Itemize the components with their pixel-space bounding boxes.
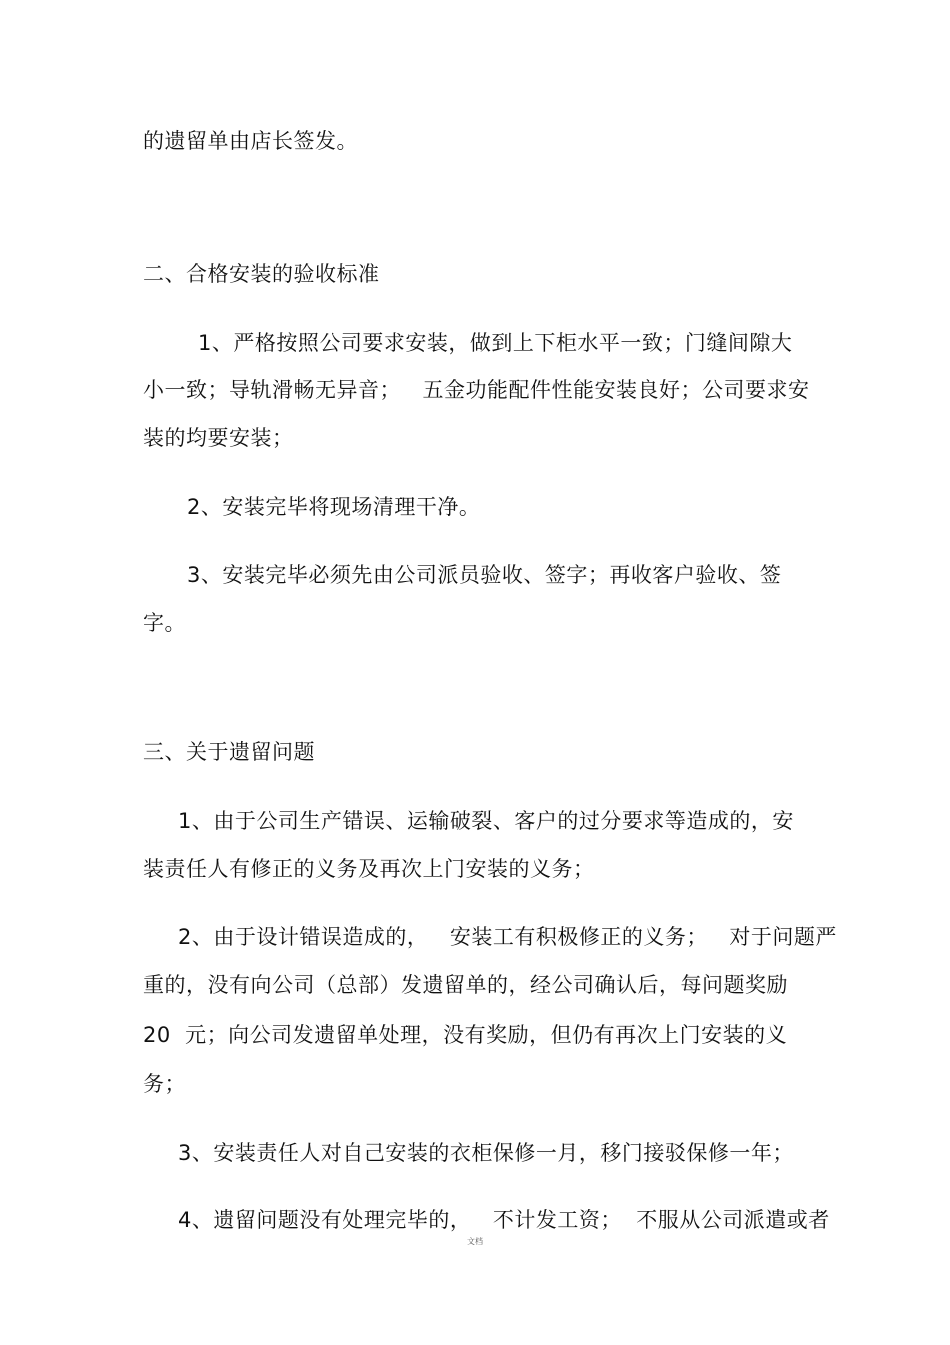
section-heading: 二、合格安装的验收标准 bbox=[143, 262, 380, 286]
paragraph-line: 3、安装责任人对自己安装的衣柜保修一月，移门接驳保修一年； bbox=[178, 1141, 794, 1165]
page-footer: 文档 bbox=[467, 1237, 483, 1246]
section-heading: 三、关于遗留问题 bbox=[143, 740, 315, 764]
paragraph-line: 1、由于公司生产错误、运输破裂、客户的过分要求等造成的，安 bbox=[178, 809, 794, 833]
paragraph-line: 3、安装完毕必须先由公司派员验收、签字；再收客户验收、签 bbox=[187, 563, 782, 587]
paragraph-line: 2、安装完毕将现场清理干净。 bbox=[187, 495, 481, 519]
paragraph-line: 字。 bbox=[143, 611, 186, 635]
paragraph-line: 的遗留单由店长签发。 bbox=[143, 129, 358, 153]
paragraph-line: 小一致；导轨滑畅无异音； 五金功能配件性能安装良好；公司要求安 bbox=[143, 378, 810, 402]
paragraph-line: 装的均要安装； bbox=[143, 426, 294, 450]
paragraph-line: 20 元；向公司发遗留单处理，没有奖励，但仍有再次上门安装的义 bbox=[143, 1023, 788, 1047]
paragraph-line: 2、由于设计错误造成的， 安装工有积极修正的义务； 对于问题严 bbox=[178, 925, 837, 949]
paragraph-line: 4、遗留问题没有处理完毕的， 不计发工资； 不服从公司派遣或者 bbox=[178, 1208, 830, 1232]
paragraph-line: 重的，没有向公司（总部）发遗留单的，经公司确认后，每问题奖励 bbox=[143, 973, 788, 997]
paragraph-line: 1、严格按照公司要求安装，做到上下柜水平一致；门缝间隙大 bbox=[198, 331, 793, 355]
paragraph-line: 装责任人有修正的义务及再次上门安装的义务； bbox=[143, 857, 595, 881]
paragraph-line: 务； bbox=[143, 1072, 186, 1096]
